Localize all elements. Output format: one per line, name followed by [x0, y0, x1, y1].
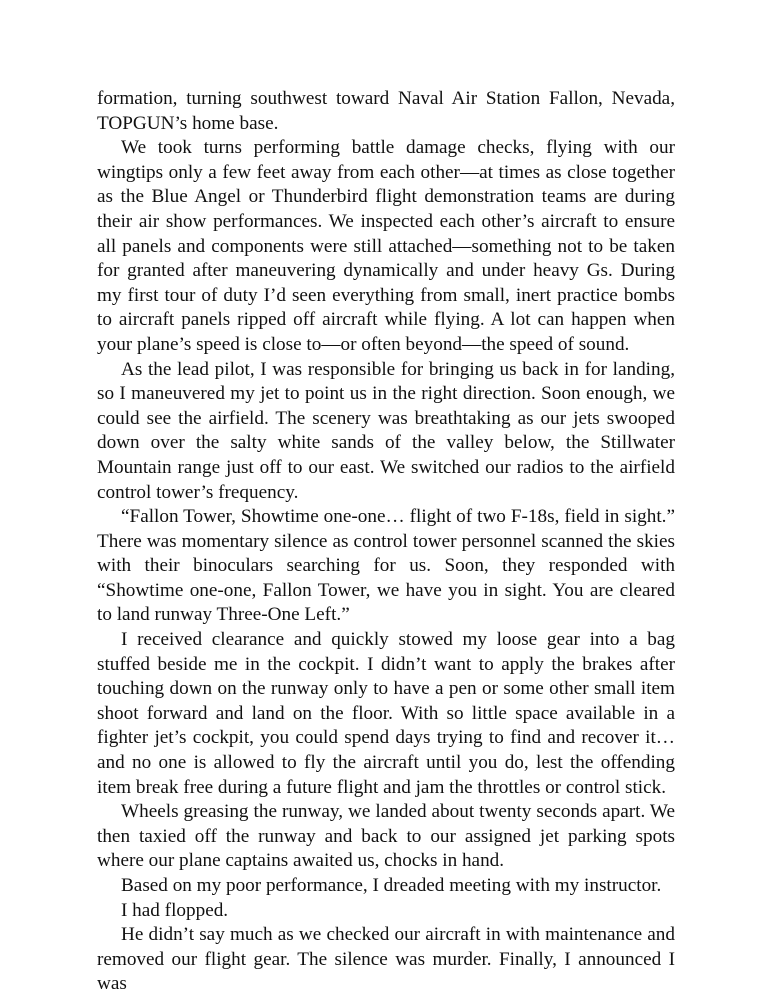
paragraph: We took turns performing battle damage checks, flying with our wingtips only a few feet away from each other—at times as close together as the Blue Angel or Thunderbird flight demonstration teams are during their air show performances. We inspected each other’s aircraft to ensure all panels and components were still attached—something not to be taken for granted after maneuvering dynamically and under heavy Gs. During my first tour of duty I’d seen everything from small, inert practice bombs to aircraft panels ripped off aircraft while flying. A lot can happen when your plane’s speed is close to—or often beyond—the speed of sound.: [97, 137, 675, 355]
paragraph: He didn’t say much as we checked our aircraft in with maintenance and removed our flight gear. The silence was murder. Finally, I announced I was: [97, 924, 675, 995]
paragraph: I had flopped.: [121, 899, 229, 921]
book-page: [97, 87, 675, 997]
paragraph: I received clearance and quickly stowed my loose gear into a bag stuffed beside me in the cockpit. I didn’t want to apply the brakes after touching down on the runway only to have a pen or some other small item shoot forward and land on the floor. With so little space available in a fighter jet’s cockpit, you could spend days trying to find and recover it… and no one is allowed to fly the aircraft until you do, lest the offending item break free during a future flight and jam the throttles or control stick.: [97, 629, 675, 798]
paragraph: Wheels greasing the runway, we landed about twenty seconds apart. We then taxied off the runway and back to our assigned jet parking spots where our plane captains awaited us, chocks in hand.: [97, 801, 675, 872]
paragraph: As the lead pilot, I was responsible for bringing us back in for landing, so I maneuvered my jet to point us in the right direction. Soon enough, we could see the airfield. The scenery was breathtaking as our jets swooped down over the salty white sands of the valley below, the Stillwater Mountain range just off to our east. We switched our radios to the airfield control tower’s frequency.: [97, 358, 675, 503]
paragraph: Based on my poor performance, I dreaded meeting with my instructor.: [121, 875, 662, 896]
paragraph: “Fallon Tower, Showtime one-one… flight of two F-18s, field in sight.” There was momentary silence as control tower personnel scanned the skies with their binoculars searching for us. Soon, they responded with “Showtime one-one, Fallon Tower, we have you in sight. You are cleared to land runway Three-One Left.”: [97, 506, 675, 626]
paragraph-continued: formation, turning southwest toward Naval Air Station Fallon, Nevada, TOPGUN’s home base.: [97, 88, 675, 134]
